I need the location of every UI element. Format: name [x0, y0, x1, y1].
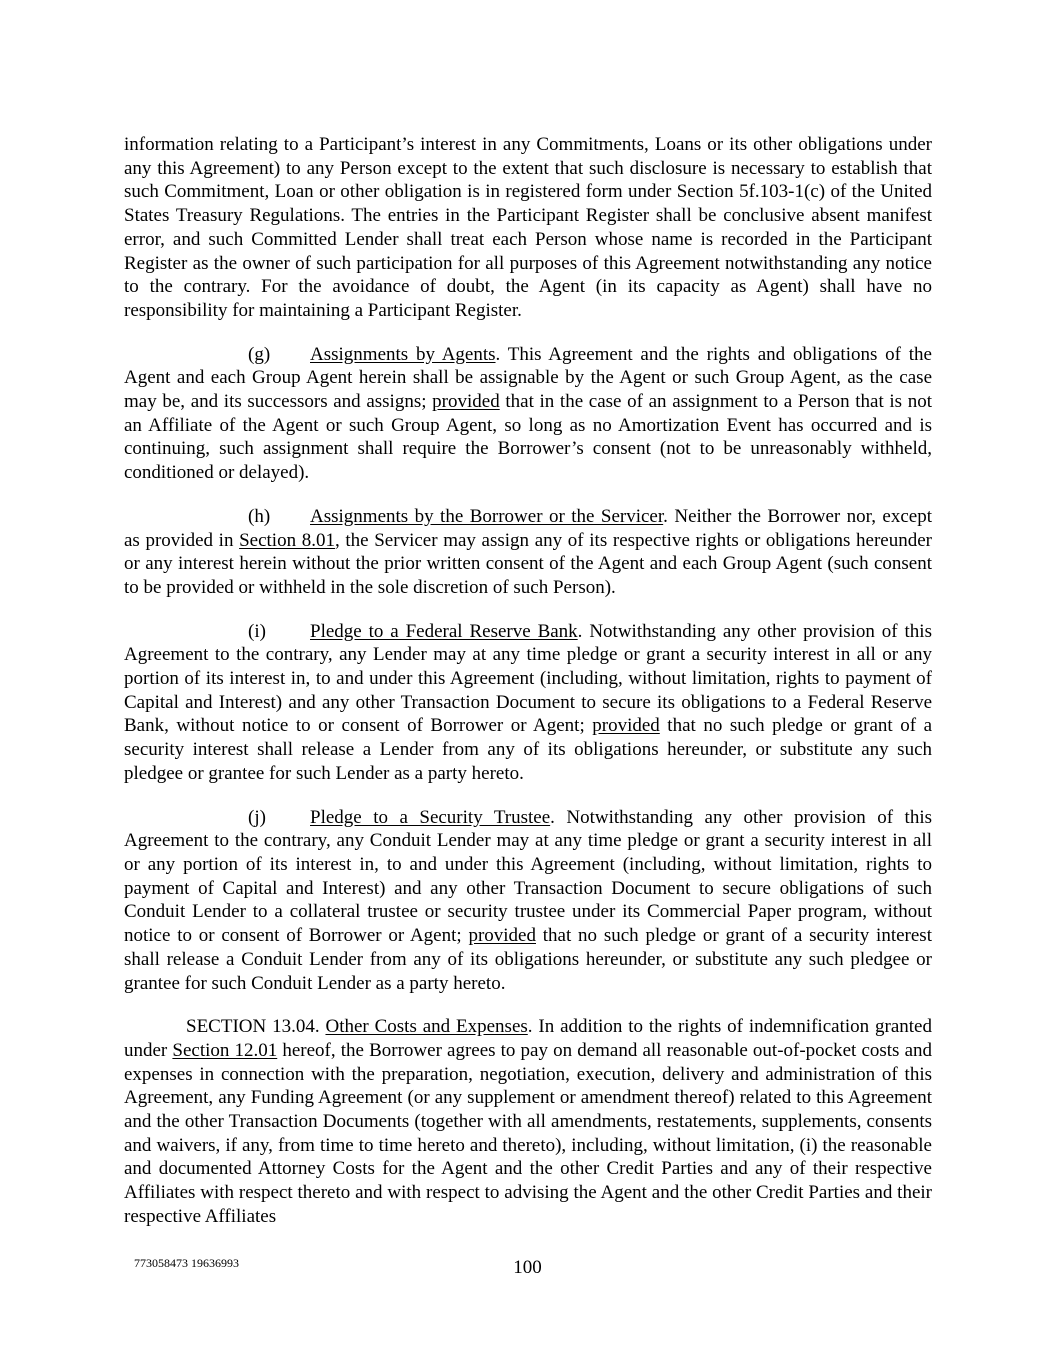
clause-title: Pledge to a Security Trustee: [310, 806, 551, 828]
clause-title: Assignments by Agents: [310, 343, 496, 365]
clause-title: Assignments by the Borrower or the Servicer: [310, 505, 664, 527]
paragraph-g: [124, 343, 932, 485]
clause-text: that no such pledge or grant of a security interest shall release a Conduit Lender from any of its obligations hereunder, or substitute any such pledgee or grantee for such Conduit Lender as a party hereto.: [124, 925, 932, 994]
provided-term: provided: [592, 715, 660, 737]
clause-text: . Notwithstanding any other provision of this Agreement to the contrary, any Conduit Lender may at any time pledge or grant a security interest in all or any portion of its interest in, to and under this Agreement (including, without limitation, rights to payment of Capital and Interest) and any other Transaction Document to secure obligations of such Conduit Lender to a collateral trustee or security trustee under its Commercial Paper program, without notice to or consent of Borrower or Agent;: [124, 806, 932, 947]
clause-label: (i): [248, 620, 266, 642]
clause-title: Pledge to a Federal Reserve Bank: [310, 620, 578, 642]
clause-text: . Notwithstanding any other provision of this Agreement to the contrary, any Lender may at any time pledge or grant a security interest in all or any portion of its interest in, to and under this Agreement (including, without limitation, rights to payment of Capital and Interest) and any other Transaction Document to secure its obligations to a Federal Reserve Bank, without notice to or consent of Borrower or Agent;: [124, 620, 932, 737]
paragraph-j: [124, 806, 932, 996]
paragraph-h: [124, 505, 932, 600]
section-title: Other Costs and Expenses: [325, 1016, 528, 1038]
page-number: 100: [513, 1257, 542, 1278]
paragraph-i: [124, 620, 932, 786]
section-label: SECTION 13.04.: [186, 1016, 326, 1038]
section-13-04: [124, 1015, 932, 1228]
clause-label: (g): [248, 343, 271, 365]
clause-text: . Neither the Borrower nor, except as provided in: [124, 505, 933, 551]
provided-term: provided: [468, 925, 536, 947]
paragraph-f-continued: information relating to a Participant’s interest in any Commitments, Loans or its other obligations under any this Agreement) to any Person except to the extent that such disclosure is necessary to establish that such Commitment, Loan or other obligation is in registered form under Section 5f.103-1(c) of the United States Treasury Regulations. The entries in the Participant Register shall be conclusive absent manifest error, and such Committed Lender shall treat each Person whose name is recorded in the Participant Register as the owner of such participation for all purposes of this Agreement notwithstanding any notice to the contrary. For the avoidance of doubt, the Agent (in its capacity as Agent) shall have no responsibility for maintaining a Participant Register.: [124, 134, 932, 321]
section-text: . In addition to the rights of indemnification granted under: [124, 1016, 932, 1061]
clause-label: (j): [248, 806, 266, 828]
section-reference: Section 12.01: [172, 1039, 278, 1061]
clause-text: that no such pledge or grant of a security interest shall release a Lender from any of its obligations hereunder, or substitute any such pledgee or grantee for such Lender as a party hereto.: [124, 715, 932, 784]
section-text: hereof, the Borrower agrees to pay on demand all reasonable out-of-pocket costs and expenses in connection with the preparation, negotiation, execution, delivery and administration of this Agreement, any Funding Agreement (or any supplement or amendment thereof) related to this Agreement and the other Transaction Documents (together with all amendments, restatements, supplements, consents and waivers, if any, from time to time hereto and thereto), including, without limitation, (i) the reasonable and documented Attorney Costs for the Agent and the other Credit Parties and any of their respective Affiliates with respect thereto and with respect to advising the Agent and the other Credit Parties and their respective Affiliates: [124, 1039, 932, 1227]
document-body: [124, 133, 932, 1249]
clause-label: (h): [248, 505, 271, 527]
document-id: 773058473 19636993: [134, 1256, 239, 1270]
section-reference: Section 8.01: [239, 529, 335, 551]
clause-text: , the Servicer may assign any of its respective rights or obligations hereunder or any interest herein without the prior written consent of the Agent and each Group Agent (such consent to be provided or withheld in the sole discretion of such Person).: [124, 529, 932, 598]
provided-term: provided: [432, 391, 500, 413]
clause-text: that in the case of an assignment to a Person that is not an Affiliate of the Agent or such Group Agent, so long as no Amortization Event has occurred and is continuing, such assignment shall require the Borrower’s consent (not to be unreasonably withheld, conditioned or delayed).: [124, 391, 932, 484]
clause-text: . This Agreement and the rights and obligations of the Agent and each Group Agent herein shall be assignable by the Agent or such Group Agent, as the case may be, and its successors and assigns;: [124, 343, 932, 413]
